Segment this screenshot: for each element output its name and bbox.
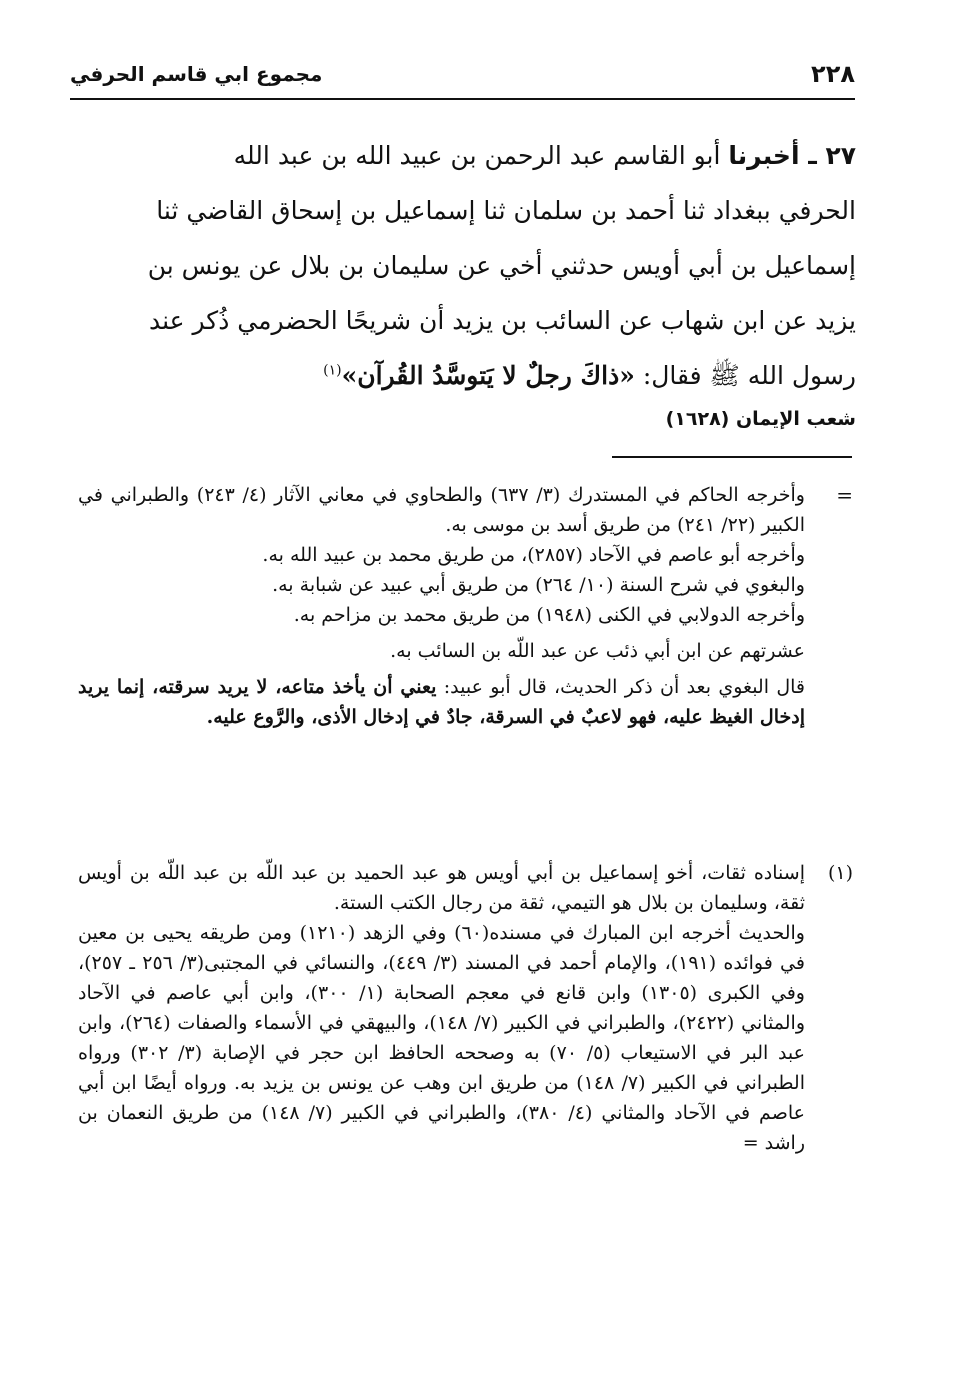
footnote-marker: (١) <box>827 862 853 884</box>
footnote-line: عشرتهم عن ابن أبي ذئب عن عبد اللّه بن السائب به. <box>390 640 805 662</box>
footnote-reference: (١) <box>323 362 342 379</box>
footnote-1 <box>78 858 853 1158</box>
hadith-line: يزيد عن ابن شهاب عن السائب بن يزيد أن شريحًا الحضرمي ذُكر عند <box>148 306 856 335</box>
footnote-1-body <box>78 858 853 1158</box>
footnote-line <box>78 672 805 732</box>
running-title: مجموع ابي قاسم الحرفي <box>70 62 323 86</box>
footnote-line: والبغوي في شرح السنة (١٠/ ٢٦٤) من طريق أبي عبيد عن شبابة به. <box>272 574 805 596</box>
hadith-quote: «ذاكَ رجلٌ لا يَتوسَّدُ القُرآن» <box>341 361 635 390</box>
hadith-text <box>68 128 856 403</box>
source-citation: شعب الإيمان (١٦٢٨) <box>665 408 856 430</box>
hadith-number: ٢٧ ـ أخبرنا <box>728 141 856 170</box>
baghawi-prefix: قال البغوي بعد أن ذكر الحديث، قال أبو عبيد: <box>443 676 805 698</box>
footnote-continuation <box>78 480 853 732</box>
footnote-line: والحديث أخرجه ابن المبارك في مسنده(٦٠) وفي الزهد (١٢١٠) ومن طريقه يحيى بن معين في فوائده (١٩١)، والإمام أحمد في المسند (٣/ ٤٤٩)، والنسائي في المجتبى(٣/ ٢٥٦ ـ ٢٥٧)، وفي الكبرى (١٣٠٥) وابن قانع في معجم الصحابة (١/ ٣٠٠)، وابن أبي عاصم في الآحاد والمثاني (٢٤٢٢)، والطبراني في الكبير (٧/ ١٤٨)، والبيهقي في الأسماء والصفات (٢٦٤)، وابن عبد البر في الاستيعاب (٥/ ٧٠) به وصححه الحافظ ابن حجر في الإصابة (٣/ ٣٠٢) ورواه الطبراني في الكبير (٧/ ١٤٨) من طريق ابن وهب عن يونس بن يزيد به. ورواه أيضًا ابن أبي عاصم في الآحاد والمثاني (٤/ ٣٨٠)، والطبراني في الكبير (٧/ ١٤٨) من طريق النعمان بن راشد = <box>78 922 805 1154</box>
footnote-separator <box>612 456 852 458</box>
footnote-line: وأخرجه أبو عاصم في الآحاد (٢٨٥٧)، من طريق محمد بن عبيد الله به. <box>262 544 805 566</box>
hadith-line <box>68 128 856 183</box>
page-number: ٢٢٨ <box>811 60 855 88</box>
continuation-mark: = <box>836 483 853 507</box>
hadith-line: الحرفي ببغداد ثنا أحمد بن سلمان ثنا إسماعيل بن إسحاق القاضي ثنا <box>156 196 856 225</box>
hadith-line: إسماعيل بن أبي أويس حدثني أخي عن سليمان بن بلال عن يونس بن <box>147 251 856 280</box>
footnote-continuation-body <box>78 480 853 732</box>
baghawi-quote: يعني أن يأخذ متاعه، لا يريد سرقته، إنما يريد إدخال الغيظ عليه، فهو لاعبٌ في السرقة، جادٌ في إدخال الأذى، والرَّوع عليه. <box>78 676 805 728</box>
hadith-line-text: رسول الله ﷺ فقال: <box>642 361 856 390</box>
footnote-line: إسناده ثقات، أخو إسماعيل بن أبي أويس هو عبد الحميد بن عبد اللّه بن عبد اللّه بن أويس ثقة، وسليمان بن بلال هو التيمي، ثقة من رجال الكتب الستة. <box>78 862 805 914</box>
footnote-line: وأخرجه الحاكم في المستدرك (٣/ ٦٣٧) والطحاوي في معاني الآثار (٤/ ٢٤٣) والطبراني في الكبير (٢٢/ ٢٤١) من طريق أسد بن موسى به. <box>78 484 805 536</box>
page-header <box>70 58 855 100</box>
hadith-line <box>68 348 856 403</box>
footnote-line: وأخرجه الدولابي في الكنى (١٩٤٨) من طريق محمد بن مزاحم به. <box>293 604 805 626</box>
hadith-line-text: أبو القاسم عبد الرحمن بن عبيد الله بن عبد الله <box>233 141 721 170</box>
